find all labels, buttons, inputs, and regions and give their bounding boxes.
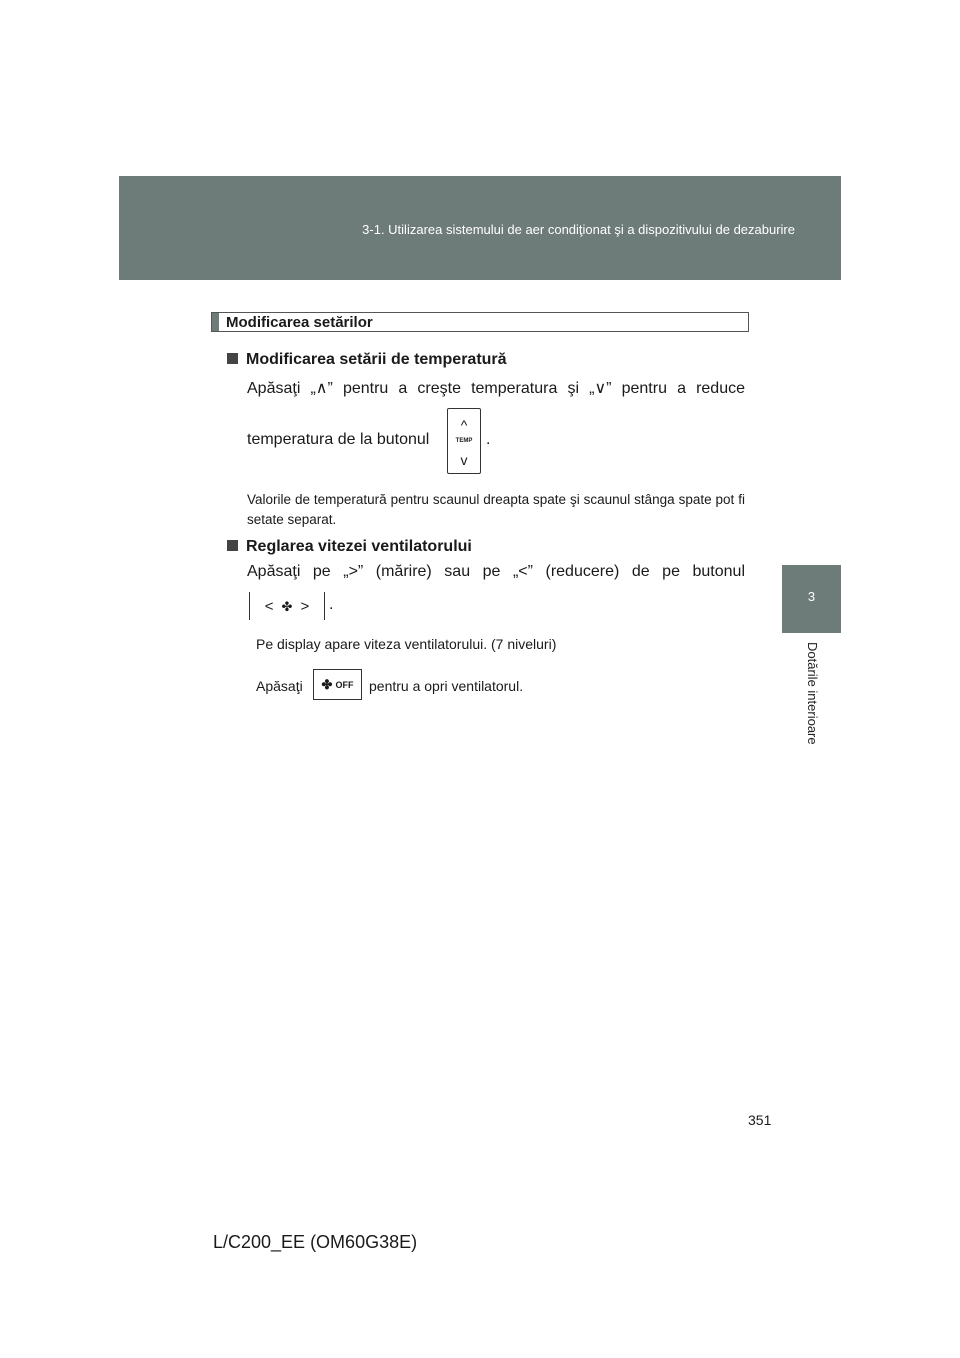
temp-button-label: TEMP <box>455 438 473 444</box>
fan-note: Pe display apare viteza ventilatorului. (7 niveluri) <box>256 636 557 652</box>
temperature-instruction: Apăsaţi „∧” pentru a creşte temperatura şi „∨” pentru a reduce <box>247 380 745 397</box>
fan-icon: ✤ <box>281 598 293 614</box>
chevron-down-icon: v <box>460 452 468 468</box>
temp-button <box>447 408 481 474</box>
fan-icon: ✤ <box>321 677 333 692</box>
fan-off-note-start: Apăsaţi <box>256 678 303 694</box>
chapter-side-label: Dotările interioare <box>805 642 820 745</box>
chevron-right-icon: > <box>300 597 310 615</box>
document-code: L/C200_EE (OM60G38E) <box>213 1232 418 1252</box>
section-marker <box>212 313 219 331</box>
chevron-up-icon: ^ <box>460 417 468 433</box>
square-bullet-icon <box>227 540 238 551</box>
chapter-title: 3-1. Utilizarea sistemului de aer condiţionat şi a dispozitivului de dezaburire <box>362 222 795 237</box>
section-header <box>211 312 749 332</box>
chevron-left-icon: < <box>264 597 274 615</box>
off-label: OFF <box>335 679 354 690</box>
temperature-heading: Modificarea setării de temperatură <box>227 351 507 369</box>
page-number: 351 <box>748 1112 772 1128</box>
fan-instruction: Apăsaţi pe „>” (mărire) sau pe „<” (reducere) de pe butonul <box>247 563 745 580</box>
fan-heading: Reglarea vitezei ventilatorului <box>227 538 472 556</box>
fan-off-note-end: pentru a opri ventilatorul. <box>369 678 524 694</box>
chapter-header <box>119 176 841 280</box>
chapter-tab <box>782 565 841 633</box>
section-title: Modificarea setărilor <box>226 314 373 331</box>
fan-off-button <box>313 669 362 700</box>
temperature-instruction-cont: temperatura de la butonul <box>247 431 430 448</box>
fan-period: . <box>329 596 334 613</box>
temperature-period: . <box>486 431 491 448</box>
temperature-note: Valorile de temperatură pentru scaunul dreapta spate şi scaunul stânga spate pot fi setate separat. <box>247 492 745 527</box>
chapter-number: 3 <box>807 589 816 604</box>
square-bullet-icon <box>227 353 238 364</box>
fan-speed-button <box>249 592 325 620</box>
